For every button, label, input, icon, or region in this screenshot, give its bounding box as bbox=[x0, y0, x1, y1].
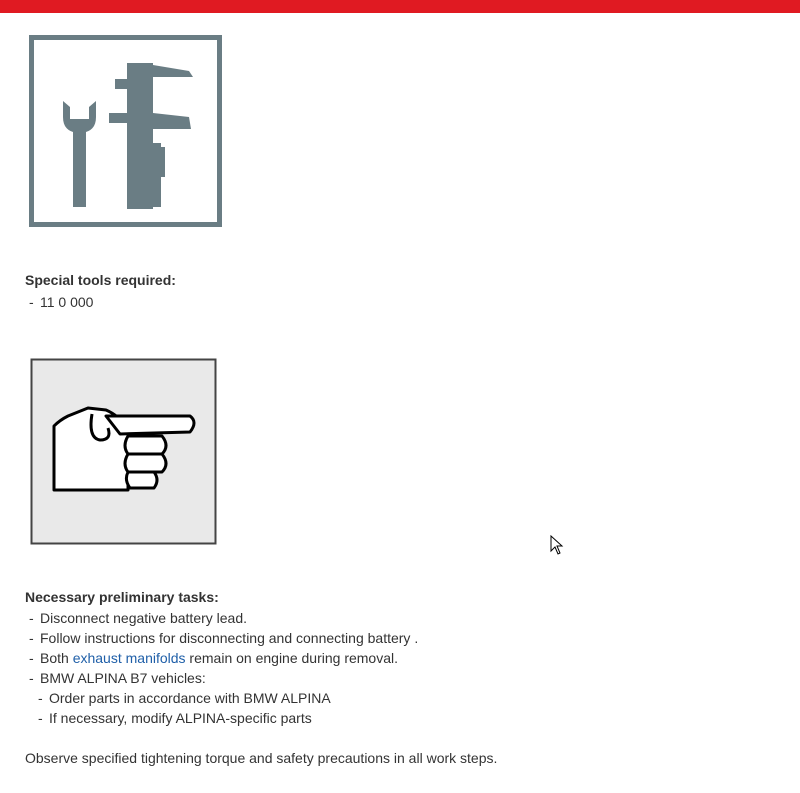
special-tool-item bbox=[29, 294, 93, 310]
list-item bbox=[29, 630, 418, 646]
header-bar bbox=[0, 0, 800, 13]
mouse-cursor-icon bbox=[550, 535, 564, 555]
safety-note: Observe specified tightening torque and safety precautions in all work steps. bbox=[25, 750, 498, 766]
list-item-text: Order parts in accordance with BMW ALPINA bbox=[49, 690, 331, 706]
special-tools-title: Special tools required: bbox=[25, 272, 176, 288]
list-item bbox=[29, 670, 206, 686]
list-item-text: BMW ALPINA B7 vehicles: bbox=[40, 670, 206, 686]
list-item bbox=[29, 650, 398, 666]
sub-list-item bbox=[38, 690, 331, 706]
list-item-text: remain on engine during removal. bbox=[185, 650, 399, 666]
list-dash: - bbox=[29, 650, 34, 666]
list-item-text: Both bbox=[40, 650, 73, 666]
special-tool-number: 11 0 000 bbox=[40, 294, 94, 310]
pointing-hand-icon bbox=[30, 358, 217, 545]
list-dash: - bbox=[38, 690, 43, 706]
list-dash: - bbox=[29, 630, 34, 646]
sub-list-item bbox=[38, 710, 312, 726]
list-item-text: If necessary, modify ALPINA-specific parts bbox=[49, 710, 312, 726]
exhaust-manifolds-link[interactable]: exhaust manifolds bbox=[72, 650, 186, 666]
list-dash: - bbox=[29, 294, 34, 310]
wrench-caliper-icon bbox=[29, 35, 222, 227]
list-dash: - bbox=[29, 670, 34, 686]
list-dash: - bbox=[38, 710, 43, 726]
list-dash: - bbox=[29, 610, 34, 626]
list-item-text: Disconnect negative battery lead. bbox=[40, 610, 248, 626]
list-item-text: Follow instructions for disconnecting and connecting battery . bbox=[40, 630, 419, 646]
preliminary-tasks-title: Necessary preliminary tasks: bbox=[25, 589, 219, 605]
list-item bbox=[29, 610, 247, 626]
